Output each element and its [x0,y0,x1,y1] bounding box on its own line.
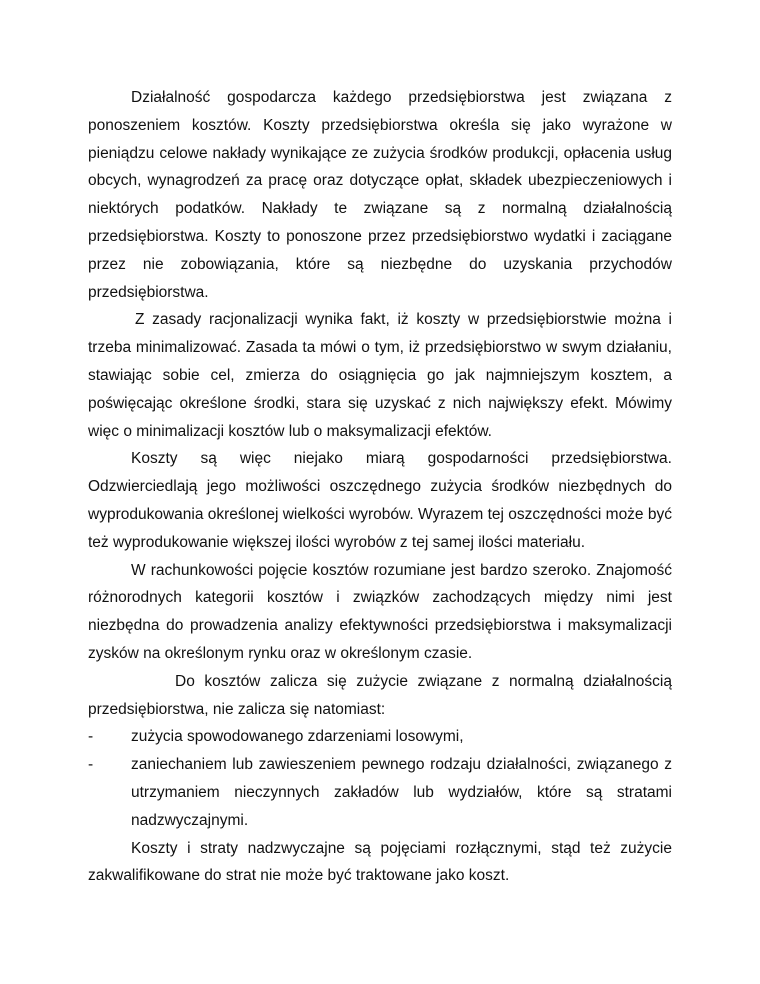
paragraph-closing: Koszty i straty nadzwyczajne są pojęciami rozłącznymi, stąd też zużycie zakwalifikowane do strat nie może być traktowane jako koszt. [88,839,672,885]
paragraph-costs-definition: Działalność gospodarcza każdego przedsiębiorstwa jest związana z ponoszeniem kosztów. Koszty przedsiębiorstwa określa się jako wyrażone w pieniądzu celowe nakłady wynikające ze zużycia środków produkcji, opłacenia usług obcych, wynagrodzeń za pracę oraz dotyczące opłat, składek ubezpieczeniowych i niektórych podatków. Nakłady te związane są z normalną działalnością przedsiębiorstwa. Koszty to ponoszone przez przedsiębiorstwo wydatki i zaciągane przez nie zobowiązania, które są niezbędne do uzyskania przychodów przedsiębiorstwa. [88,89,672,301]
exclusions-list [88,723,672,834]
paragraph-cost-inclusion: Do kosztów zalicza się zużycie związane z normalną działalnością przedsiębiorstwa, nie zalicza się natomiast: [88,672,672,718]
list-item [88,751,672,834]
list-item-text: zaniechaniem lub zawieszeniem pewnego rodzaju działalności, związanego z utrzymaniem nieczynnych zakładów lub wydziałów, które są stratami nadzwyczajnymi. [131,756,672,829]
list-item-text: zużycia spowodowanego zdarzeniami losowymi, [131,728,464,746]
list-dash-marker: - [88,756,94,774]
paragraph-economy-measure: Koszty są więc niejako miarą gospodarności przedsiębiorstwa. Odzwierciedlają jego możliwości oszczędnego zużycia środków niezbędnych do wyprodukowania określonej wielkości wyrobów. Wyrazem tej oszczędności może być też wyprodukowanie większej ilości wyrobów z tej samej ilości materiału. [88,450,672,551]
list-item [88,723,672,751]
document-page [88,84,672,890]
paragraph-rationalization: Z zasady racjonalizacji wynika fakt, iż koszty w przedsiębiorstwie można i trzeba minimalizować. Zasada ta mówi o tym, iż przedsiębiorstwo w swym działaniu, stawiając sobie cel, zmierza do osiągnięcia go jak najmniejszym kosztem, a poświęcając określone środki, stara się uzyskać z nich największy efekt. Mówimy więc o minimalizacji kosztów lub o maksymalizacji efektów. [88,311,672,440]
list-dash-marker: - [88,728,94,746]
paragraph-accounting: W rachunkowości pojęcie kosztów rozumiane jest bardzo szeroko. Znajomość różnorodnych kategorii kosztów i związków zachodzących między nimi jest niezbędna do prowadzenia analizy efektywności przedsiębiorstwa i maksymalizacji zysków na określonym rynku oraz w określonym czasie. [88,561,672,662]
